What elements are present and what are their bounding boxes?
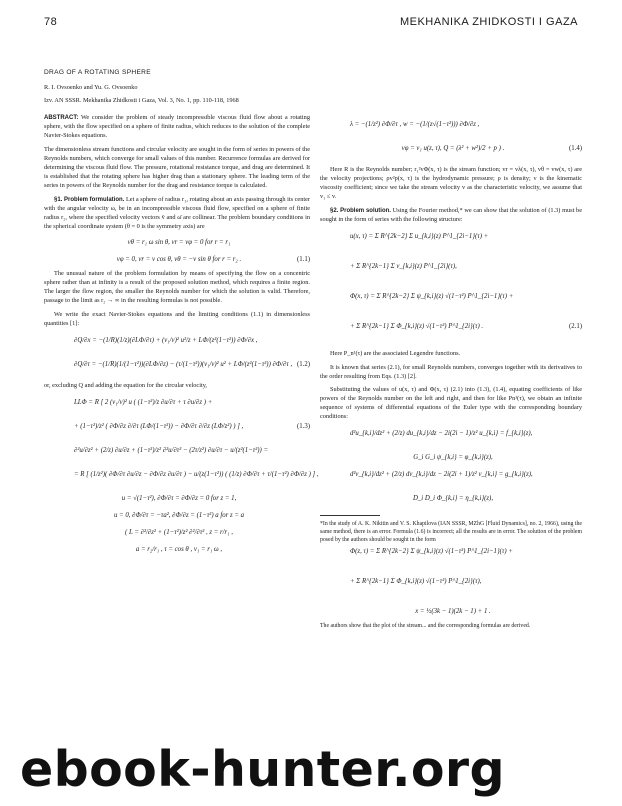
abstract-text: We consider the problem of steady incompressible viscous fluid flow about a rotating sphere, with the flow specified on a sphere of finite radius, which reduces to the solution of the complete Navier-Stokes equations. bbox=[44, 114, 310, 140]
equation-1-3f: u = 0, ∂Φ/∂τ = −τa², ∂Φ/∂z = (1−τ²) a for z = a bbox=[113, 512, 245, 520]
right-column bbox=[320, 118, 582, 630]
abstract bbox=[44, 114, 310, 141]
equation-2-1c: Φ(x, τ) = Σ R^{2k−2} Σ ψ_{k,i}(z) √(1−τ²) P^1_{2i−1}(τ) + bbox=[350, 292, 514, 300]
equation-euler-2: G_i G_i ψ_{k,i} = φ_{k,i}(z), bbox=[413, 454, 493, 462]
watermark-text: ebook-hunter.org bbox=[20, 741, 505, 798]
section-1-heading: §1. Problem formulation. bbox=[54, 196, 125, 203]
equation-number: (1.3) bbox=[296, 423, 310, 431]
paragraph-unusual-nature: The unusual nature of the problem formulation by means of specifying the flow on a concentric sphere rather than at infinity is a result of the proposed solution method, which requires a finite region. The larger the flow region, the smaller the Reynolds number for which the solution is valid. Therefore, passage to the limit as r₂ → ∞ in the resulting formulas is not possible. bbox=[44, 270, 310, 305]
equation-1-3b: + (1−τ²)/z² ( ∂Φ/∂z ∂/∂τ (LΦ/(1−τ²)) − ∂Φ/∂τ ∂/∂z (LΦ/z²) ) ] , (1.3) bbox=[74, 423, 310, 431]
equation-2-1a: u(x, τ) = Σ R^{2k−2} Σ u_{k,i}(z) P^1_{2i−1}(τ) + bbox=[350, 232, 489, 240]
paragraph-excluding-q: or, excluding Q and adding the equation for the circular velocity, bbox=[44, 382, 208, 390]
equation-1-1b: vφ = 0, vr = v cos θ, vθ = −v sin θ for r = r₂ . (1.1) bbox=[116, 256, 310, 264]
section-2-intro bbox=[320, 207, 582, 225]
equation-1-4a: λ = −(1/z²) ∂Φ/∂τ , w = −(1/(z√(1−τ²))) ∂Φ/∂z , bbox=[350, 121, 480, 128]
equation-1-3e: u = √(1−τ²), ∂Φ/∂τ = ∂Φ/∂z = 0 for z = 1, bbox=[121, 495, 237, 503]
paragraph-navier-stokes: We write the exact Navier-Stokes equations and the limiting conditions (1.1) in dimensionless quantities [1]: bbox=[44, 311, 310, 328]
equation-number: (2.1) bbox=[568, 322, 582, 330]
page-number: 78 bbox=[44, 16, 58, 28]
equation-2-1d: + Σ R^{2k−1} Σ Φ_{k,i}(z) √(1−τ²) P^1_{2i}(τ) . (2.1) bbox=[350, 322, 582, 330]
section-2-heading: §2. Problem solution. bbox=[330, 207, 391, 214]
footnote: *In the study of A. K. Nikitin and V. S. Khapilova (IAN SSSR, MZhG [Fluid Dynamics], no. 2, 1966), using the same method, there is an error. Formula (1.6) is incorrect; all the results are in error. The solution of the problem posed by the authors should be sought in the form bbox=[320, 521, 582, 544]
equation-1-3d: = R [ (1/z²)( ∂Φ/∂τ ∂u/∂z − ∂Φ/∂z ∂u/∂τ ) − u/(z(1−τ²)) ( (1/z) ∂Φ/∂τ + τ/(1−τ²) ∂Φ/∂z ) ] , bbox=[74, 471, 319, 479]
equation-euler-1: d²u_{k,i}/dz² + (2/z) du_{k,i}/dz − 2i(2i − 1)/z² u_{k,i} = f_{k,i}(z), bbox=[350, 430, 533, 438]
equation-1-3h: a = r₂/r₁ , τ = cos θ , v₁ = r₁ ω , bbox=[135, 546, 223, 554]
section-2-text: Using the Fourier method,* we can show that the solution of (1.3) must be sought in the form of series with the following structure: bbox=[320, 206, 582, 223]
section-1-text: Let a sphere of radius r₁, rotating about an axis passing through its center with the angular velocity ω, be in an incompressible viscous fluid flow, specified on a sphere of finite radius r₂, where the specified velocity vectors v̄ and ω̄ are collinear. The problem boundary conditions in the spherical coordinate system (θ = 0 is the symmetry axis) are bbox=[44, 195, 310, 230]
equation-1-3c: ∂²u/∂z² + (2/z) ∂u/∂z + (1−τ²)/z² ∂²u/∂τ² − (2τ/z²) ∂u/∂τ − u/(z²(1−τ²)) = bbox=[74, 447, 269, 455]
footnote-rule bbox=[320, 515, 380, 516]
equation-number: (1.4) bbox=[568, 145, 582, 152]
paragraph-convergence: It is known that series (2.1), for small Reynolds numbers, converges together with its derivatives to the order resulting from Eqs. (1.3) [2]. bbox=[320, 363, 582, 380]
abstract-label: ABSTRACT: bbox=[44, 115, 79, 122]
equation-1-2a: ∂Q/∂x = −(1/R)(1/z)(∂LΦ/∂τ) + (v₁/v)² u²/z + LΦ/(z²(1−τ²)) ∂Φ/∂x , bbox=[74, 337, 258, 345]
equation-2-1b: + Σ R^{2k−1} Σ v_{k,i}(z) P^1_{2i}(τ), bbox=[350, 262, 457, 270]
section-1-intro bbox=[44, 196, 310, 232]
equation-1-3a: LLΦ = R [ 2 (v₁/v)² u ( (1−τ²)/z ∂u/∂τ + τ ∂u/∂z ) + bbox=[74, 399, 213, 407]
running-head: MEKHANIKA ZHIDKOSTI I GAZA bbox=[399, 16, 578, 28]
paragraph-substituting: Substituting the values of u(x, τ) and Φ(x, τ) (2.1) into (1.3), (1.4), equating coefficients of like powers of the Reynolds number on the left and right, and then for like Pn¹(τ), we obtain an infinite sequence of systems of differential equations of the Euler type with the corresponding boundary conditions: bbox=[320, 386, 582, 421]
equation-euler-3: d²v_{k,i}/dz² + (2/z) dv_{k,i}/dz − 2i(2i + 1)/z² v_{k,i} = g_{k,i}(z), bbox=[350, 471, 533, 479]
article-title: DRAG OF A ROTATING SPHERE bbox=[44, 69, 151, 76]
footnote-equation-a: Φ(z, τ) = Σ R^{2k−2} Σ ψ_{k,i}(z) √(1−τ²) P^1_{2i−1}(τ) + bbox=[350, 547, 513, 555]
equation-1-1a: vθ = r₁ ω sin θ, vr = vφ = 0 for r = r₁ bbox=[127, 239, 231, 247]
equation-euler-4: D_i D_i Φ_{k,i} = η_{k,i}(z), bbox=[412, 495, 494, 503]
article-authors: R. I. Ovsoenko and Yu. G. Ovsoenko bbox=[44, 84, 138, 92]
equation-number: (1.1) bbox=[296, 256, 310, 264]
left-column bbox=[44, 68, 319, 560]
equation-number: (1.2) bbox=[296, 361, 310, 369]
article-citation: Izv. AN SSSR. Mekhanika Zhidkosti i Gaza, Vol. 3, No. 1, pp. 110-118, 1968 bbox=[44, 97, 239, 105]
abstract-paragraph-2: The dimensionless stream functions and circular velocity are sought in the form of series in powers of the Reynolds numbers, which converge for small values of this number. Recurrence formulas are derived for determining the viscous fluid flow. The pressure, rotational resistance torque, and drag are determined. It is established that the rotating sphere has higher drag than a stationary sphere. The leading term of the series in powers of the Reynolds number for the drag and resistance torque is calculated. bbox=[44, 146, 310, 189]
equation-1-3g: ( L = ∂²/∂z² + (1−τ²)/z² ∂²/∂τ² , z = r/r₁ , bbox=[125, 529, 233, 537]
paragraph-legendre: Here P_n¹(τ) are the associated Legendre functions. bbox=[330, 349, 461, 357]
equation-1-4b: vφ = v₁ u(z, τ), Q = (λ² + w²)/2 + p ) . (1.4) bbox=[401, 145, 582, 152]
footnote-equation-c: x = ½(3k − 1)(2k − 1) + 1 . bbox=[415, 607, 491, 615]
footnote-equation-b: + Σ R^{2k−1} Σ Φ_{k,i}(z) √(1−τ²) P^1_{2i}(τ), bbox=[350, 577, 482, 585]
footnote-end: The authors show that the plot of the stream... and the corresponding formulas are derived. bbox=[320, 622, 531, 629]
equation-1-2b: ∂Q/∂τ = −(1/R)(1/(1−τ²))(∂LΦ/∂z) − (τ/(1−τ²))(v₁/v)² u² + LΦ/(z²(1−τ²)) ∂Φ/∂τ , (1.2) bbox=[74, 361, 310, 369]
paragraph-reynolds: Here R is the Reynolds number; r₁²vΦ(x, τ) is the stream function; vr = vλ(x, τ), vθ = vw(x, τ) are the velocity projections; ρv²p(x, τ) is the hydrodynamic pressure; ρ is density; ν is the kinematic viscosity coefficient; since we take the stream velocity v as the characteristic velocity, we assume that v₁ ≤ v. bbox=[320, 166, 582, 200]
